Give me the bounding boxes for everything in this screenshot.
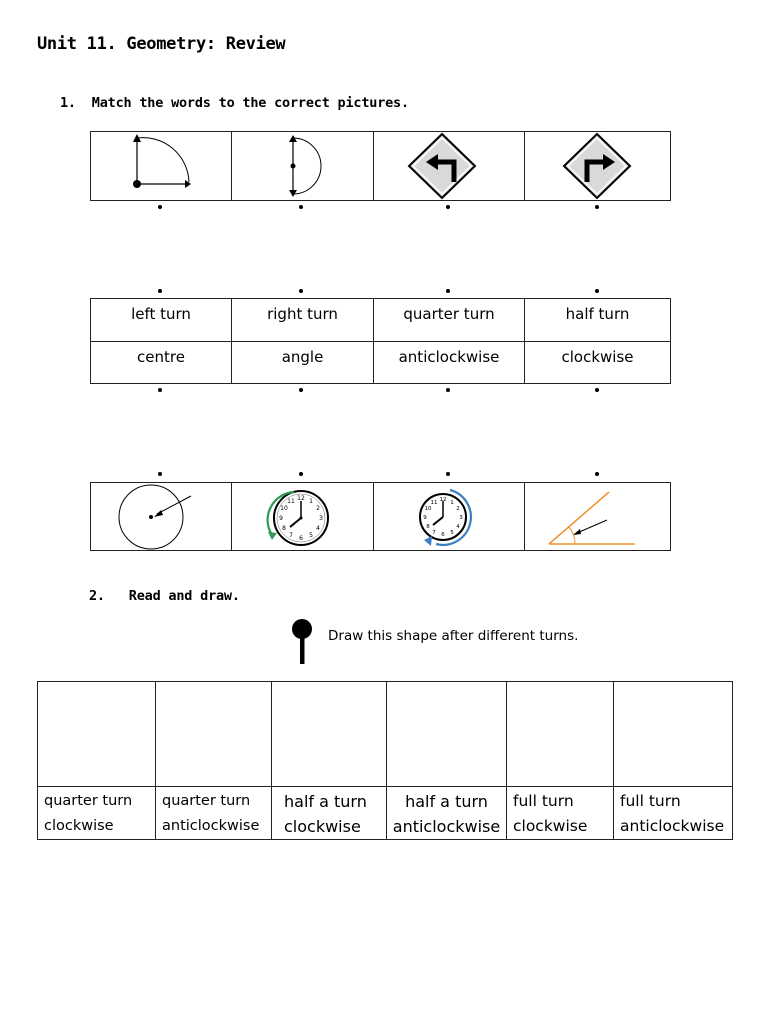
svg-text:6: 6 xyxy=(441,532,445,538)
svg-text:2: 2 xyxy=(316,505,320,512)
turn-label-line1: half a turn xyxy=(405,792,488,811)
picture-cell-centre xyxy=(91,483,232,551)
word-quarter-turn: quarter turn xyxy=(374,299,525,342)
drawing-box[interactable] xyxy=(614,682,733,787)
picture-cell-right-sign xyxy=(525,132,671,201)
svg-text:4: 4 xyxy=(456,524,460,530)
picture-cell-clock-anticlockwise xyxy=(232,483,374,551)
drawing-box[interactable] xyxy=(156,682,272,787)
turn-label-line2: clockwise xyxy=(44,818,114,834)
clock-clockwise-icon xyxy=(374,483,524,550)
match-dot[interactable] xyxy=(595,205,599,209)
turn-label-line1: quarter turn xyxy=(44,793,133,809)
match-dot[interactable] xyxy=(446,472,450,476)
svg-text:8: 8 xyxy=(282,525,286,532)
svg-text:3: 3 xyxy=(459,515,463,521)
match-dot[interactable] xyxy=(158,472,162,476)
drawing-box[interactable] xyxy=(272,682,387,787)
match-dot[interactable] xyxy=(299,289,303,293)
word-clockwise: clockwise xyxy=(525,341,671,384)
match-dot[interactable] xyxy=(158,289,162,293)
turn-label-1 xyxy=(38,787,156,840)
turn-label-line2: anticlockwise xyxy=(620,817,725,835)
svg-text:12: 12 xyxy=(297,495,305,502)
picture-cell-clock-clockwise xyxy=(374,483,525,551)
svg-text:10: 10 xyxy=(424,506,432,512)
page-title: Unit 11. Geometry: Review xyxy=(37,34,286,54)
right-turn-sign-icon xyxy=(525,132,671,200)
turn-label-line1: quarter turn xyxy=(162,793,251,809)
svg-text:11: 11 xyxy=(430,500,438,506)
question-2 xyxy=(89,588,240,604)
word-half-turn: half turn xyxy=(525,299,671,342)
pictures-table-bottom xyxy=(90,482,671,551)
turn-label-line1: half a turn xyxy=(284,792,367,811)
circle-centre-icon xyxy=(91,483,231,550)
turn-label-line1: full turn xyxy=(513,792,574,810)
turn-label-5 xyxy=(507,787,614,840)
picture-cell-left-sign xyxy=(374,132,525,201)
half-turn-diagram-icon xyxy=(232,132,373,200)
match-dot[interactable] xyxy=(158,205,162,209)
svg-text:4: 4 xyxy=(316,525,320,532)
question-2-number: 2. xyxy=(89,588,105,604)
word-centre: centre xyxy=(91,341,232,384)
svg-text:5: 5 xyxy=(450,530,454,536)
match-dot[interactable] xyxy=(595,388,599,392)
match-dot[interactable] xyxy=(299,205,303,209)
picture-cell-half-turn xyxy=(232,132,374,201)
picture-cell-angle xyxy=(525,483,671,551)
svg-text:12: 12 xyxy=(439,497,447,503)
match-dot[interactable] xyxy=(299,472,303,476)
question-1-text: Match the words to the correct pictures. xyxy=(91,95,409,111)
word-right-turn: right turn xyxy=(232,299,374,342)
picture-cell-quarter-turn xyxy=(91,132,232,201)
drawing-box[interactable] xyxy=(387,682,507,787)
turn-label-line2: anticlockwise xyxy=(392,817,501,836)
svg-text:7: 7 xyxy=(432,530,436,536)
question-1 xyxy=(60,95,409,111)
pictures-table-top xyxy=(90,131,671,201)
turn-label-2 xyxy=(156,787,272,840)
turn-label-4 xyxy=(387,787,507,840)
svg-text:7: 7 xyxy=(289,532,293,539)
turn-label-line2: clockwise xyxy=(284,817,361,836)
match-dot[interactable] xyxy=(446,388,450,392)
match-dot[interactable] xyxy=(446,289,450,293)
turn-label-line2: clockwise xyxy=(513,817,588,835)
pin-shape-icon xyxy=(290,618,316,666)
svg-text:1: 1 xyxy=(450,500,454,506)
clock-anticlockwise-icon xyxy=(232,483,373,550)
match-dot[interactable] xyxy=(158,388,162,392)
left-turn-sign-icon xyxy=(374,132,524,200)
svg-text:11: 11 xyxy=(287,498,295,505)
match-dot[interactable] xyxy=(299,388,303,392)
quarter-turn-diagram-icon xyxy=(91,132,231,200)
turn-label-line2: anticlockwise xyxy=(162,818,260,834)
drawing-box[interactable] xyxy=(38,682,156,787)
match-dot[interactable] xyxy=(595,472,599,476)
svg-text:9: 9 xyxy=(423,515,427,521)
question-1-number: 1. xyxy=(60,95,76,111)
match-dot[interactable] xyxy=(446,205,450,209)
word-left-turn: left turn xyxy=(91,299,232,342)
drawing-box[interactable] xyxy=(507,682,614,787)
svg-text:6: 6 xyxy=(299,535,303,542)
instruction-note: Draw this shape after different turns. xyxy=(328,628,579,644)
svg-text:2: 2 xyxy=(456,506,460,512)
turn-label-6 xyxy=(614,787,733,840)
turn-label-line1: full turn xyxy=(620,792,681,810)
question-2-text: Read and draw. xyxy=(128,588,240,604)
svg-text:5: 5 xyxy=(309,532,313,539)
svg-text:9: 9 xyxy=(279,515,283,522)
angle-icon xyxy=(525,483,671,550)
turns-table xyxy=(37,681,733,840)
match-dot[interactable] xyxy=(595,289,599,293)
svg-text:8: 8 xyxy=(426,524,430,530)
svg-text:3: 3 xyxy=(319,515,323,522)
svg-text:10: 10 xyxy=(280,505,288,512)
words-table xyxy=(90,298,671,384)
word-angle: angle xyxy=(232,341,374,384)
turn-label-3 xyxy=(272,787,387,840)
svg-text:1: 1 xyxy=(309,498,313,505)
word-anticlockwise: anticlockwise xyxy=(374,341,525,384)
